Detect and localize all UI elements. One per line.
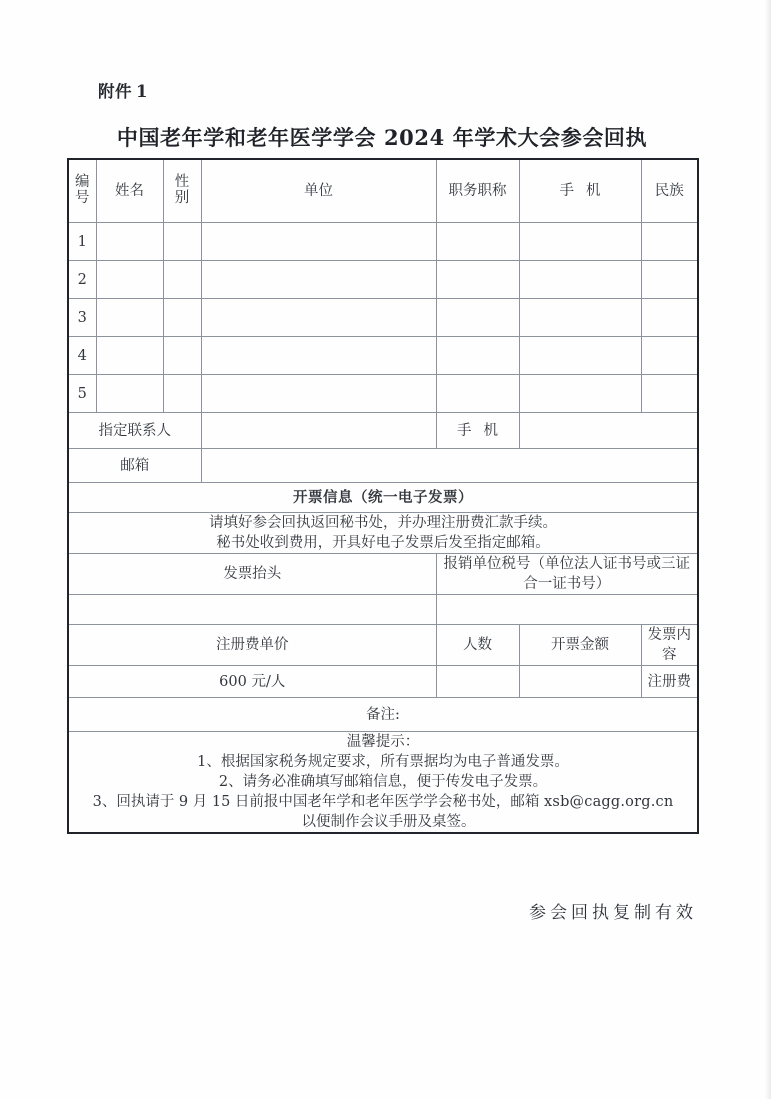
column-header-number-line1: 编 [75,173,90,190]
column-header-ethnicity: 民族 [641,159,698,223]
contact-mobile-label [436,413,519,449]
invoice-instructions [68,513,698,554]
column-header-name: 姓名 [96,159,163,223]
tips-item-2: 2、请务必准确填写邮箱信息，便于传发电子发票。 [218,774,548,790]
remark-label[interactable]: 备注: [68,698,698,732]
cell-job-title[interactable] [436,223,519,261]
contact-email-value[interactable] [201,449,698,483]
table-header-row [68,159,698,223]
table-row [68,375,698,413]
column-header-gender-line2: 别 [174,190,190,207]
cell-gender[interactable] [163,375,201,413]
fee-amount-label: 开票金额 [519,625,641,666]
participant-receipt-table [67,158,699,834]
column-header-unit: 单位 [201,159,436,223]
cell-mobile[interactable] [519,337,641,375]
attachment-label [98,78,148,102]
invoice-instructions-row [68,513,698,554]
invoice-section-title-row [68,483,698,513]
invoice-value-row [68,595,698,625]
column-header-number-line2: 号 [75,190,90,207]
cell-job-title[interactable] [436,375,519,413]
contact-email-row [68,449,698,483]
cell-gender[interactable] [163,299,201,337]
invoice-title-value[interactable] [68,595,436,625]
column-header-job-title: 职务职称 [436,159,519,223]
invoice-section-title: 开票信息（统一电子发票） [68,483,698,513]
invoice-tax-number-value[interactable] [436,595,698,625]
column-header-gender-line1: 性 [174,173,190,190]
invoice-tax-number-label: 报销单位税号（单位法人证书号或三证合一证书号） [436,554,698,595]
cell-name[interactable] [96,375,163,413]
row-index: 4 [68,337,96,375]
fee-headcount-label: 人数 [436,625,519,666]
secretariat-email: xsb@cagg.org.cn [544,794,674,810]
cell-job-title[interactable] [436,337,519,375]
cell-job-title[interactable] [436,261,519,299]
cell-mobile[interactable] [519,375,641,413]
contact-person-value[interactable] [201,413,436,449]
cell-unit[interactable] [201,261,436,299]
cell-mobile[interactable] [519,261,641,299]
remark-row [68,698,698,732]
cell-ethnicity[interactable] [641,261,698,299]
fee-amount-value[interactable] [519,666,641,698]
cell-gender[interactable] [163,261,201,299]
contact-mobile-label-text: 手机 [457,422,510,439]
cell-ethnicity[interactable] [641,223,698,261]
contact-email-label: 邮箱 [68,449,201,483]
invoice-instruction-line-1: 请填好参会回执返回秘书处，并办理注册费汇款手续。 [209,515,557,531]
table-row [68,223,698,261]
cell-name[interactable] [96,337,163,375]
attachment-number: 1 [136,82,148,101]
contact-mobile-value[interactable] [519,413,698,449]
contact-person-row [68,413,698,449]
column-header-mobile [519,159,641,223]
table-row [68,299,698,337]
tips-item-1: 1、根据国家税务规定要求，所有票据均为电子普通发票。 [197,754,569,770]
tips-heading: 温馨提示： [346,734,420,750]
invoice-title-label: 发票抬头 [68,554,436,595]
column-header-mobile-text: 手机 [559,183,613,199]
row-index: 1 [68,223,96,261]
cell-mobile[interactable] [519,299,641,337]
cell-job-title[interactable] [436,299,519,337]
cell-name[interactable] [96,223,163,261]
cell-name[interactable] [96,299,163,337]
contact-person-label: 指定联系人 [68,413,201,449]
row-index: 5 [68,375,96,413]
tips-item-3 [69,792,697,812]
fee-content-label: 发票内容 [641,625,698,666]
tips-item-3-continued: 以便制作会议手册及桌签。 [301,814,476,830]
row-index: 2 [68,261,96,299]
tips-item-3-text: 3、回执请于 9 月 15 日前报中国老年学和老年医学学会秘书处，邮箱 [92,794,545,810]
cell-gender[interactable] [163,223,201,261]
fee-value-row [68,666,698,698]
column-header-number [68,159,96,223]
cell-ethnicity[interactable] [641,375,698,413]
cell-unit[interactable] [201,337,436,375]
fee-content-value: 注册费 [641,666,698,698]
fee-header-row [68,625,698,666]
cell-mobile[interactable] [519,223,641,261]
cell-ethnicity[interactable] [641,299,698,337]
invoice-instruction-line-2: 秘书处收到费用，开具好电子发票后发至指定邮箱。 [216,535,550,551]
cell-gender[interactable] [163,337,201,375]
invoice-header-row [68,554,698,595]
page-title: 中国老年学和老年医学学会 2024 年学术大会参会回执 [116,125,648,150]
tips-block [68,732,698,834]
fee-unit-price-value: 600 元/人 [68,666,436,698]
fee-unit-price-label: 注册费单价 [68,625,436,666]
cell-unit[interactable] [201,299,436,337]
table-row [68,337,698,375]
table-row [68,261,698,299]
attachment-label-text: 附件 [98,82,132,101]
row-index: 3 [68,299,96,337]
cell-unit[interactable] [201,223,436,261]
cell-ethnicity[interactable] [641,337,698,375]
footer-note: 参会回执复制有效 [529,903,697,923]
fee-headcount-value[interactable] [436,666,519,698]
cell-name[interactable] [96,261,163,299]
cell-unit[interactable] [201,375,436,413]
tips-row [68,732,698,834]
column-header-gender [163,159,201,223]
